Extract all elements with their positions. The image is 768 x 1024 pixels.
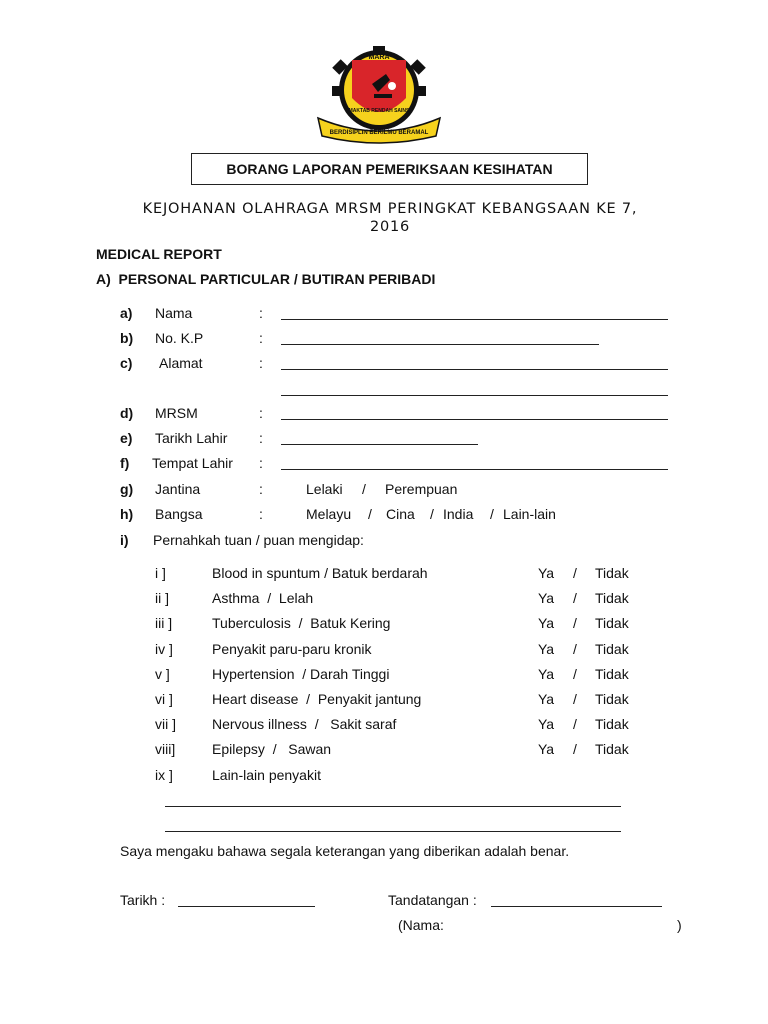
answer-tidak[interactable]: Tidak (595, 565, 629, 581)
gender-option-perempuan[interactable]: Perempuan (385, 481, 458, 497)
answer-ya[interactable]: Ya (538, 590, 555, 606)
field-letter-h: h) (120, 506, 134, 522)
answer-tidak[interactable]: Tidak (595, 666, 629, 682)
gender-option-lelaki[interactable]: Lelaki (306, 481, 343, 497)
disease-number: ix ] (155, 767, 173, 783)
field-label-alamat: Alamat (159, 355, 203, 371)
field-label-tarikh-lahir: Tarikh Lahir (155, 430, 228, 446)
field-colon: : (259, 455, 263, 471)
answer-tidak[interactable]: Tidak (595, 590, 629, 606)
field-letter-d: d) (120, 405, 134, 421)
disease-name: Penyakit paru-paru kronik (212, 641, 372, 657)
field-letter-e: e) (120, 430, 133, 446)
tarikh-lahir-input-line[interactable] (281, 444, 478, 445)
answer-separator: / (573, 641, 577, 657)
answer-tidak[interactable]: Tidak (595, 741, 629, 757)
logo-band-text: MAKTAB RENDAH SAINS (348, 108, 410, 114)
field-label-bangsa: Bangsa (155, 506, 203, 522)
answer-separator: / (573, 615, 577, 631)
disease-name: Tuberculosis / Batuk Kering (212, 615, 391, 631)
field-label-nokp: No. K.P (155, 330, 204, 346)
field-label-jantina: Jantina (155, 481, 201, 497)
answer-separator: / (573, 565, 577, 581)
disease-name: Heart disease / Penyakit jantung (212, 691, 422, 707)
disease-number: iii ] (155, 615, 173, 631)
alamat-input-line-2[interactable] (281, 395, 668, 396)
nama-input-line[interactable] (281, 319, 668, 320)
gender-separator: / (362, 481, 366, 497)
disease-name: Lain-lain penyakit (212, 767, 321, 783)
medical-report-heading: MEDICAL REPORT (96, 246, 222, 262)
other-disease-line-2[interactable] (165, 831, 621, 832)
question-text: Pernahkah tuan / puan mengidap: (153, 532, 364, 548)
disease-number: v ] (155, 666, 170, 682)
answer-ya[interactable]: Ya (538, 716, 555, 732)
mrsm-logo (312, 46, 446, 146)
field-colon: : (259, 481, 263, 497)
race-option-lain-lain[interactable]: Lain-lain (503, 506, 556, 522)
logo-motto: BERDISIPLIN BERILMU BERAMAL (329, 130, 429, 136)
mrsm-input-line[interactable] (281, 419, 668, 420)
field-colon: : (259, 430, 263, 446)
field-colon: : (259, 330, 263, 346)
answer-separator: / (573, 666, 577, 682)
answer-tidak[interactable]: Tidak (595, 615, 629, 631)
answer-ya[interactable]: Ya (538, 691, 555, 707)
race-separator: / (430, 506, 434, 522)
answer-separator: / (573, 590, 577, 606)
form-title-box (191, 153, 588, 185)
field-letter-a: a) (120, 305, 133, 321)
answer-ya[interactable]: Ya (538, 641, 555, 657)
field-label-mrsm: MRSM (155, 405, 198, 421)
signature-input-line[interactable] (491, 906, 662, 907)
tempat-lahir-input-line[interactable] (281, 469, 668, 470)
date-input-line[interactable] (178, 906, 315, 907)
event-title-line2: 2016 (369, 219, 411, 235)
disease-name: Hypertension / Darah Tinggi (212, 666, 390, 682)
disease-number: vii ] (155, 716, 176, 732)
disease-name: Nervous illness / Sakit saraf (212, 716, 397, 732)
name-close-paren: ) (677, 917, 682, 933)
field-colon: : (259, 506, 263, 522)
logo-top-text: MARA (368, 54, 390, 61)
other-disease-line-1[interactable] (165, 806, 621, 807)
field-colon: : (259, 405, 263, 421)
field-letter-c: c) (120, 355, 133, 371)
race-separator: / (490, 506, 494, 522)
disease-number: vi ] (155, 691, 173, 707)
race-option-cina[interactable]: Cina (386, 506, 415, 522)
signature-label: Tandatangan : (388, 892, 477, 908)
disease-name: Asthma / Lelah (212, 590, 314, 606)
race-option-melayu[interactable]: Melayu (306, 506, 352, 522)
race-separator: / (368, 506, 372, 522)
field-letter-b: b) (120, 330, 134, 346)
answer-separator: / (573, 691, 577, 707)
disease-number: i ] (155, 565, 166, 581)
answer-ya[interactable]: Ya (538, 666, 555, 682)
field-letter-g: g) (120, 481, 134, 497)
question-letter: i) (120, 532, 129, 548)
name-label: (Nama: (398, 917, 444, 933)
disease-name: Blood in spuntum / Batuk berdarah (212, 565, 428, 581)
answer-tidak[interactable]: Tidak (595, 691, 629, 707)
field-label-nama: Nama (155, 305, 193, 321)
race-option-india[interactable]: India (443, 506, 474, 522)
field-colon: : (259, 305, 263, 321)
form-title: BORANG LAPORAN PEMERIKSAAN KESIHATAN (226, 161, 553, 177)
nokp-input-line[interactable] (281, 344, 599, 345)
event-title-line1: KEJOHANAN OLAHRAGA MRSM PERINGKAT KEBANGSAAN KE 7, (142, 201, 638, 217)
field-letter-f: f) (120, 455, 130, 471)
answer-tidak[interactable]: Tidak (595, 641, 629, 657)
answer-ya[interactable]: Ya (538, 565, 555, 581)
field-label-tempat-lahir: Tempat Lahir (152, 455, 233, 471)
date-label: Tarikh : (120, 892, 166, 908)
section-a-heading: A) PERSONAL PARTICULAR / BUTIRAN PERIBADI (96, 271, 436, 287)
event-title (100, 200, 680, 236)
answer-separator: / (573, 741, 577, 757)
disease-number: viii] (155, 741, 176, 757)
answer-separator: / (573, 716, 577, 732)
answer-ya[interactable]: Ya (538, 615, 555, 631)
answer-tidak[interactable]: Tidak (595, 716, 629, 732)
disease-number: ii ] (155, 590, 169, 606)
disease-number: iv ] (155, 641, 173, 657)
declaration-text: Saya mengaku bahawa segala keterangan yang diberikan adalah benar. (120, 843, 570, 859)
field-colon: : (259, 355, 263, 371)
disease-name: Epilepsy / Sawan (212, 741, 332, 757)
answer-ya[interactable]: Ya (538, 741, 555, 757)
logo-star (388, 82, 396, 90)
alamat-input-line-1[interactable] (281, 369, 668, 370)
